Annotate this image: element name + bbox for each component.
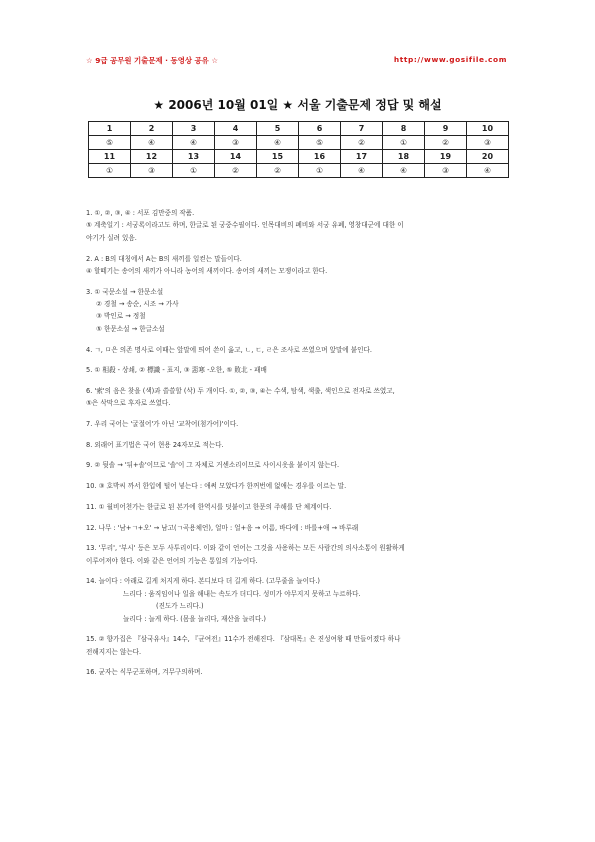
explanation-item [86, 459, 511, 471]
explanation-line: 16. 균자는 식무군포하며, 겨무구의하며. [86, 668, 203, 677]
explanation-item [86, 633, 511, 658]
question-number-cell: 19 [425, 150, 467, 164]
explanation-line: 이루어져야 한다. 이와 같은 언어의 기능은 통일의 기능이다. [86, 556, 258, 565]
question-number-cell: 11 [89, 150, 131, 164]
answer-table [88, 121, 509, 178]
question-number-cell: 13 [173, 150, 215, 164]
question-number-cell: 9 [425, 122, 467, 136]
explanation-line: 14. 늘이다 : 아래로 길게 처지게 하다. 본디보다 더 길게 하다. (고무줄을 늘이다.) [86, 577, 321, 586]
explanation-line: 야기가 실려 있음. [86, 233, 137, 242]
explanation-line: 3. ① 국문소설 → 한문소설 [86, 287, 164, 296]
explanation-item [86, 385, 511, 410]
question-number-cell: 4 [215, 122, 257, 136]
explanation-item [86, 418, 511, 430]
question-number-cell: 16 [299, 150, 341, 164]
explanation-line: 10. ③ 호박씨 까서 한입에 털어 넣는다 : 애써 모았다가 한꺼번에 없애는 경우를 이르는 말. [86, 482, 347, 491]
explanation-line: 2. A : B의 대칭에서 A는 B의 새끼를 일컫는 말들이다. [86, 254, 242, 263]
explanations [86, 207, 511, 687]
explanation-line: 느리다 : 움직임이나 일을 해내는 속도가 더디다. 성미가 야무지지 못하고 누르하다. [123, 589, 361, 598]
explanation-line: 1. ①, ②, ③, ④ : 서포 김만중의 작품. [86, 209, 195, 217]
question-number-cell: 8 [383, 122, 425, 136]
explanation-line: ② 경철 → 송순, 시조 → 가사 [96, 300, 179, 309]
explanation-line: 늘리다 : 늘게 하다. (몸을 늘리다, 재산을 늘리다.) [123, 614, 266, 623]
explanation-item [86, 344, 511, 356]
question-number-cell: 1 [89, 122, 131, 136]
header-left-text: ☆ 9급 공무원 기출문제 · 동영상 공유 ☆ [86, 56, 219, 65]
question-number-cell: 5 [257, 122, 299, 136]
explanation-item [86, 439, 511, 451]
answer-cell: ⑤ [89, 136, 131, 150]
page-title: ★ 2006년 10월 01일 ★ 서울 기출문제 정답 및 해설 [153, 98, 442, 112]
explanation-line: 13. '무리', '부시' 등은 모두 사투리이다. 이와 같이 언어는 그것을 사용하는 모든 사람간의 의사소통이 원활하게 [86, 544, 405, 553]
question-number-cell: 10 [467, 122, 509, 136]
explanation-line: ⑤은 삭막으로 후자로 쓰였다. [86, 399, 171, 408]
explanation-line: 전해지지는 않는다. [86, 647, 142, 656]
answer-cell: ④ [467, 164, 509, 178]
explanation-line: 15. ② 향가집은 『삼국유사』14수, 『균여전』11수가 전해진다. 『삼대목』은 진성여왕 때 만들어졌다 하나 [86, 635, 401, 644]
question-number-cell: 18 [383, 150, 425, 164]
explanation-item [86, 501, 511, 513]
explanation-line: 5. ① 相殺 - 상쇄, ② 標識 - 표지, ③ 惡寒 -오한, ⑤ 敗北 - 패배 [86, 366, 267, 375]
explanation-line: 4. ㄱ, ㅁ은 의존 명사로 이때는 앞말에 띄어 쓴이 옳고, ㄴ, ㄷ, ㄹ은 조사로 쓰였으며 앞말에 붙인다. [86, 345, 372, 354]
explanation-item [86, 480, 511, 492]
answer-cell: ⑤ [299, 136, 341, 150]
explanation-item [86, 666, 511, 678]
explanation-item [86, 207, 511, 244]
question-number-cell: 6 [299, 122, 341, 136]
question-number-cell: 7 [341, 122, 383, 136]
question-number-cell: 14 [215, 150, 257, 164]
answer-cell: ④ [131, 136, 173, 150]
answer-table-answer-row [89, 164, 509, 178]
answer-cell: ① [89, 164, 131, 178]
answer-cell: ③ [425, 164, 467, 178]
answer-table-answer-row [89, 136, 509, 150]
explanation-line: ③ 박인로 → 정철 [96, 312, 146, 321]
answer-cell: ② [425, 136, 467, 150]
explanation-line: 11. ① 월비어천가는 한글로 된 본가에 한역시를 덧붙이고 한문의 주해를 단 체계이다. [86, 502, 332, 511]
explanation-line: (진도가 느리다.) [156, 602, 204, 611]
explanation-item [86, 522, 511, 534]
question-number-cell: 15 [257, 150, 299, 164]
header-url-link[interactable]: http://www.gosifile.com [393, 55, 507, 64]
answer-cell: ④ [173, 136, 215, 150]
explanation-item [86, 253, 511, 278]
answer-cell: ④ [383, 164, 425, 178]
explanation-line: ④ 할떼기는 송어의 새끼가 아니라 농어의 새끼이다. 송어의 새끼는 모쟁이라고 한다. [86, 266, 328, 275]
explanation-item [86, 575, 511, 625]
answer-cell: ③ [467, 136, 509, 150]
answer-cell: ④ [257, 136, 299, 150]
answer-table-number-row [89, 122, 509, 136]
answer-cell: ② [341, 136, 383, 150]
question-number-cell: 12 [131, 150, 173, 164]
explanation-line: ⑤ 한문소설 → 한글소설 [96, 324, 165, 333]
explanation-line: 12. 나무 : '남+ㄱ+오' → 남고(ㄱ곡용체언), 얼마 : 얼+음 → 어름, 바다에 : 바를+애 → 바루래 [86, 523, 359, 532]
answer-cell: ③ [215, 136, 257, 150]
explanation-line: 7. 우리 국어는 '굴절어'가 아닌 '교착어(첨가어)'이다. [86, 420, 239, 429]
answer-cell: ① [383, 136, 425, 150]
explanation-line: 8. 외래어 표기법은 국어 현용 24자모로 적는다. [86, 440, 224, 449]
answer-cell: ② [257, 164, 299, 178]
explanation-line: 6. '索'의 음은 찾을 (색)과 쓸쓸할 (삭) 두 개이다. ①, ②, ③, ④는 수색, 탐색, 색출, 색인으로 전자로 쓰였고, [86, 386, 395, 395]
explanation-line: 9. ② 뒷솔 → '뒤+솔'이므로 '솔'이 그 자체로 거센소리이므로 사이시옷을 붙이지 않는다. [86, 461, 340, 470]
question-number-cell: 3 [173, 122, 215, 136]
question-number-cell: 17 [341, 150, 383, 164]
answer-cell: ② [215, 164, 257, 178]
answer-cell: ① [299, 164, 341, 178]
answer-table-number-row [89, 150, 509, 164]
question-number-cell: 20 [467, 150, 509, 164]
explanation-item [86, 364, 511, 376]
explanation-line: ⑤ 계축일기 : 서궁록이라고도 하며, 한글로 된 궁중수필이다. 인목대비의 폐비와 서궁 유폐, 영창대군에 대한 이 [86, 221, 404, 230]
question-number-cell: 2 [131, 122, 173, 136]
answer-cell: ③ [131, 164, 173, 178]
explanation-item [86, 286, 511, 336]
answer-cell: ① [173, 164, 215, 178]
answer-cell: ④ [341, 164, 383, 178]
explanation-item [86, 542, 511, 567]
